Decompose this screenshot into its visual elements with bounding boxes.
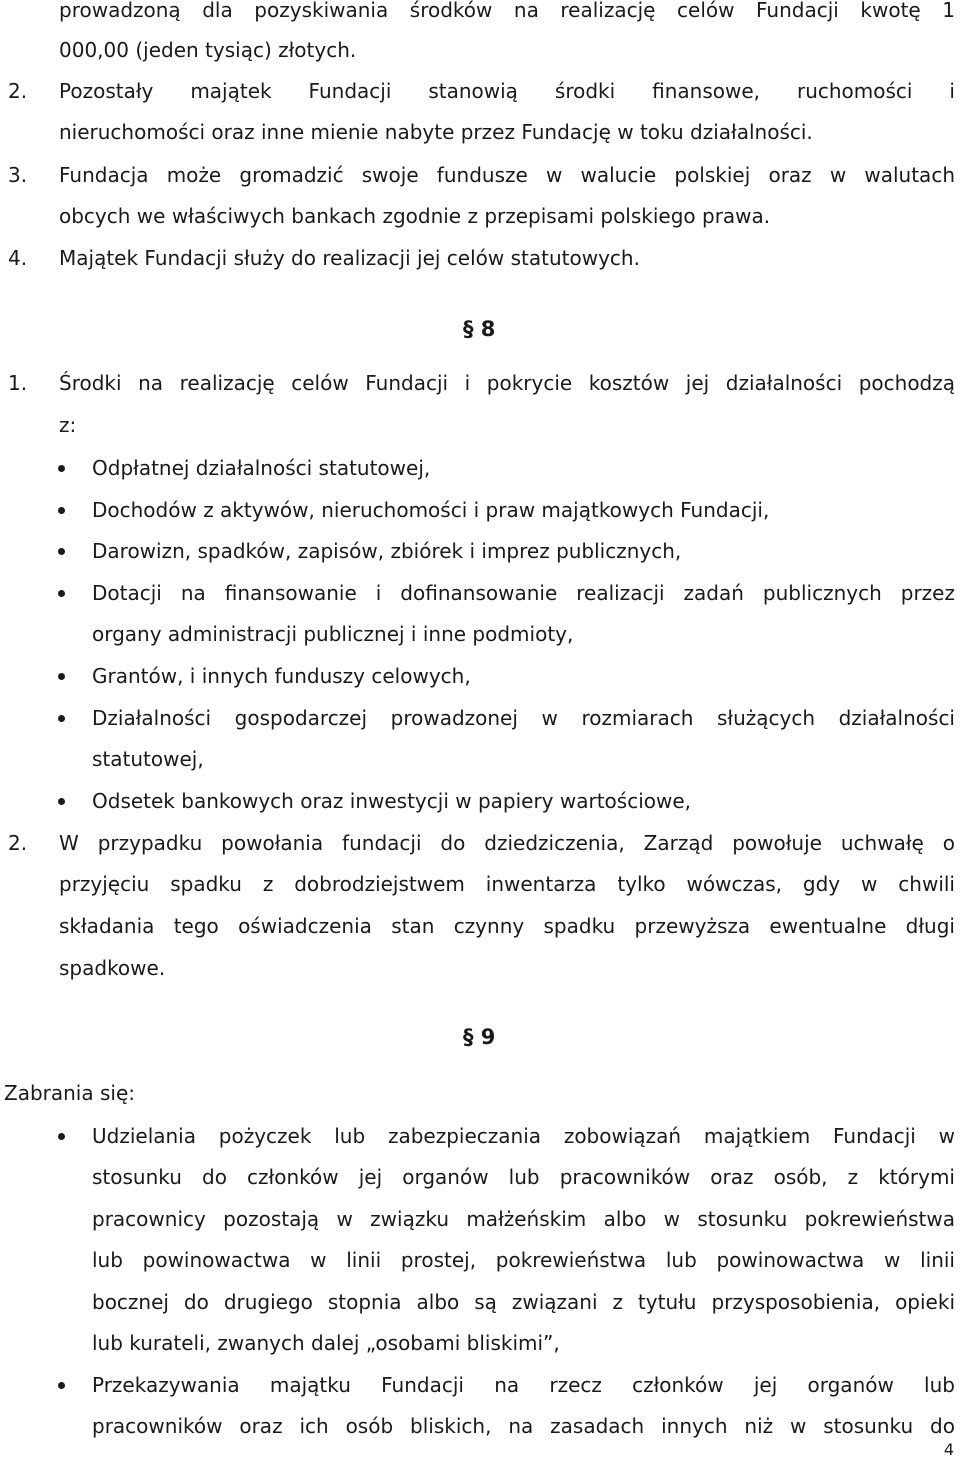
bullet-icon [58, 548, 65, 555]
page-number: 4 [943, 1440, 954, 1459]
list-item-continuation: lub powinowactwa w linii prostej, pokrewieństwa lub powinowactwa w linii [92, 1248, 955, 1272]
text-line: obcych we właściwych bankach zgodnie z przepisami polskiego prawa. [59, 204, 771, 228]
intro-text: Zabrania się: [4, 1081, 135, 1105]
text-line: prowadzoną dla pozyskiwania środków na realizację celów Fundacji kwotę 1 [59, 0, 955, 22]
list-item-continuation: pracowników oraz ich osób bliskich, na zasadach innych niż w stosunku do [92, 1414, 955, 1438]
text-line: W przypadku powołania fundacji do dziedziczenia, Zarząd powołuje uchwałę o [59, 831, 955, 855]
text-line: Fundacja może gromadzić swoje fundusze w walucie polskiej oraz w walutach [59, 163, 955, 187]
list-item: Odsetek bankowych oraz inwestycji w papiery wartościowe, [92, 789, 692, 813]
list-item: Darowizn, spadków, zapisów, zbiórek i imprez publicznych, [92, 539, 682, 563]
list-item-continuation: pracownicy pozostają w związku małżeńskim albo w stosunku pokrewieństwa [92, 1207, 955, 1231]
list-item-continuation: statutowej, [92, 747, 204, 771]
list-item-continuation: organy administracji publicznej i inne podmioty, [92, 622, 574, 646]
text-line: Majątek Fundacji służy do realizacji jej celów statutowych. [59, 246, 640, 270]
list-item-continuation: bocznej do drugiego stopnia albo są związani z tytułu przysposobienia, opieki [92, 1290, 955, 1314]
bullet-icon [58, 798, 65, 805]
list-number: 3. [8, 163, 28, 187]
list-item: Dotacji na finansowanie i dofinansowanie realizacji zadań publicznych przez [92, 581, 955, 605]
text-line: nieruchomości oraz inne mienie nabyte przez Fundację w toku działalności. [59, 120, 813, 144]
text-line: z: [59, 413, 77, 437]
text-line: Środki na realizację celów Fundacji i pokrycie kosztów jej działalności pochodzą [59, 371, 955, 395]
list-item: Działalności gospodarczej prowadzonej w rozmiarach służących działalności [92, 706, 955, 730]
section-heading: § 9 [463, 1025, 496, 1049]
list-number: 2. [8, 831, 28, 855]
bullet-icon [58, 507, 65, 514]
list-item: Udzielania pożyczek lub zabezpieczania zobowiązań majątkiem Fundacji w [92, 1124, 955, 1148]
list-item: Dochodów z aktywów, nieruchomości i praw majątkowych Fundacji, [92, 498, 770, 522]
list-number: 1. [8, 371, 28, 395]
list-item-continuation: stosunku do członków jej organów lub pracowników oraz osób, z którymi [92, 1165, 955, 1189]
bullet-icon [58, 673, 65, 680]
section-heading: § 8 [463, 317, 496, 341]
text-line: Pozostały majątek Fundacji stanowią środki finansowe, ruchomości i [59, 79, 955, 103]
text-line: składania tego oświadczenia stan czynny spadku przewyższa ewentualne długi [59, 914, 955, 938]
list-number: 2. [8, 79, 28, 103]
bullet-icon [58, 1382, 65, 1389]
list-item: Odpłatnej działalności statutowej, [92, 456, 431, 480]
list-item: Grantów, i innych funduszy celowych, [92, 664, 471, 688]
text-line: 000,00 (jeden tysiąc) złotych. [59, 38, 357, 62]
list-item-continuation: lub kurateli, zwanych dalej „osobami bliskimi”, [92, 1331, 560, 1355]
bullet-icon [58, 465, 65, 472]
bullet-icon [58, 715, 65, 722]
text-line: przyjęciu spadku z dobrodziejstwem inwentarza tylko wówczas, gdy w chwili [59, 872, 955, 896]
list-number: 4. [8, 246, 28, 270]
text-line: spadkowe. [59, 956, 166, 980]
bullet-icon [58, 1133, 65, 1140]
bullet-icon [58, 590, 65, 597]
list-item: Przekazywania majątku Fundacji na rzecz członków jej organów lub [92, 1373, 955, 1397]
